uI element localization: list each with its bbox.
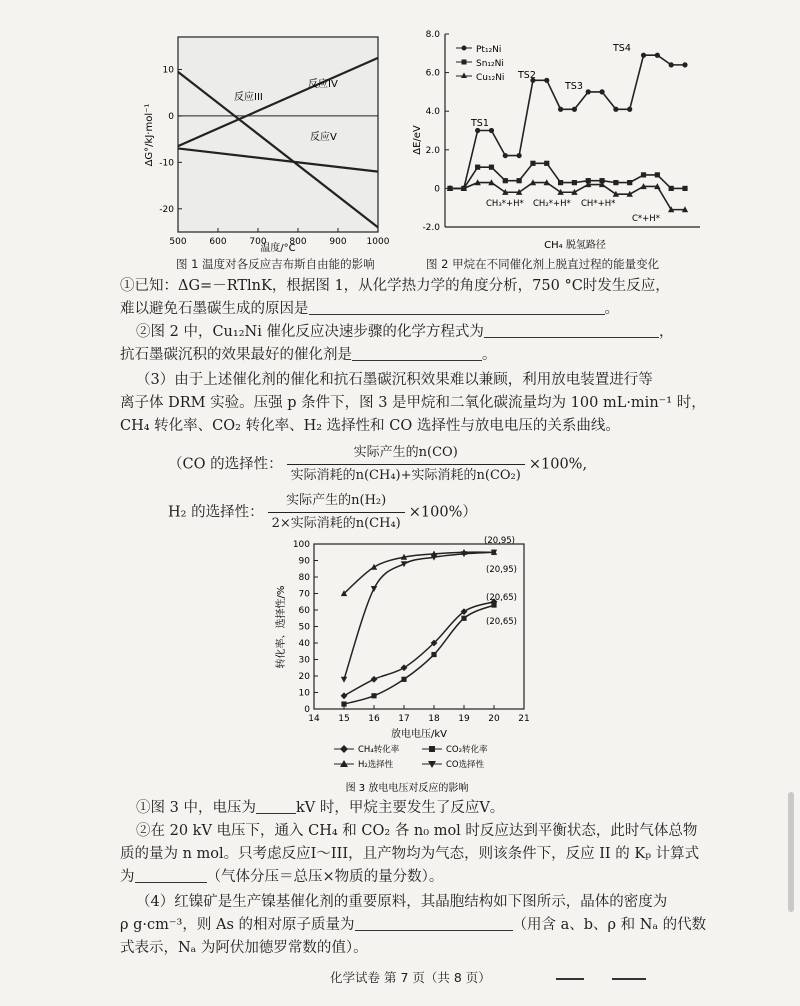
fig2-ytick-label: -2.0 (422, 223, 440, 233)
fig3-point (431, 652, 436, 657)
fig2-point (682, 186, 687, 191)
fig3-point (341, 692, 348, 699)
q3-line-d (120, 868, 443, 886)
fig1-xlabel: 温度/°C (260, 243, 296, 254)
fig3-point (341, 701, 346, 706)
fig1-label-r5: 反应V (310, 132, 337, 143)
vertical-scrollbar[interactable] (788, 792, 794, 912)
fig3-annot-0: (20,95) (484, 536, 515, 546)
q3-line-a-text: ①图 3 中，电压为 (136, 800, 256, 816)
fig3-series-line-3 (344, 552, 494, 679)
fig2-ytick-label: 4.0 (425, 107, 440, 118)
q1-line-b-end: 。 (604, 301, 619, 317)
fig2-species-0: CH₃*+H* (486, 199, 524, 209)
p3-line-a: （3）由于上述催化剂的催化和抗石墨碳沉积效果难以兼顾，利用放电装置进行等 (136, 372, 653, 388)
co-label: （CO 的选择性： (168, 456, 283, 473)
co-denominator: 实际消耗的n(CH₄)+实际消耗的n(CO₂) (290, 468, 521, 483)
fig2-legend (456, 45, 504, 83)
fig3-ytick-label: 20 (298, 672, 310, 682)
fig3-series-line-1 (344, 605, 494, 704)
fig2-point (503, 153, 508, 158)
fig3-point (461, 616, 466, 621)
fig2-point (599, 89, 604, 94)
fig1-label-r4: 反应IV (308, 79, 338, 90)
fig2-point (586, 89, 591, 94)
fig3-ytick-label: 0 (304, 705, 310, 715)
fig1-xtick-label: 500 (169, 237, 187, 247)
q2-equation-blank[interactable] (484, 323, 659, 338)
fig2-series-line-1 (450, 163, 685, 188)
q1-line-b (120, 300, 619, 318)
fig2-point (613, 107, 618, 112)
fig2-point (572, 107, 577, 112)
h2-denominator: 2×实际消耗的n(CH₄) (271, 516, 401, 531)
q2-line-a-text: ②图 2 中，Cu₁₂Ni 催化反应决速步骤的化学方程式为 (136, 324, 484, 340)
q1-answer-blank[interactable] (309, 300, 605, 315)
fig2-point (669, 62, 674, 67)
fig3-xtick-label: 16 (368, 714, 380, 724)
fig3-xtick-label: 15 (338, 714, 350, 724)
fig3-xtick-label: 17 (398, 714, 410, 724)
fig2-point (503, 178, 508, 183)
fig3-ytick-label: 80 (298, 573, 310, 583)
fig3-annot-3: (20,65) (486, 617, 517, 627)
h2-selectivity-formula (168, 492, 477, 533)
q2-catalyst-blank[interactable] (352, 346, 482, 361)
fig3-xtick-label: 19 (458, 714, 470, 724)
fig2-point (669, 186, 674, 191)
fig2-xlabel: CH₄ 脱氢路径 (544, 240, 606, 251)
co-numerator: 实际产生的n(CO) (287, 444, 525, 465)
q2-line-a-end: ， (658, 324, 674, 340)
fig3-ytick-label: 50 (298, 622, 310, 633)
h2-fraction (268, 492, 405, 533)
p4-line-a: （4）红镍矿是生产镍基催化剂的重要原料，其晶胞结构如下图所示，晶体的密度为 (136, 894, 668, 910)
fig2-ytick-label: 0 (434, 184, 440, 195)
q3-kp-blank[interactable] (135, 868, 207, 883)
fig2-point (530, 161, 535, 166)
page-footer: 化学试卷 第 7 页（共 8 页） (330, 970, 491, 985)
fig3-legend-1: CO₂转化率 (446, 745, 488, 755)
fig3-xtick-label: 21 (518, 714, 530, 724)
fig2-species-3: C*+H* (632, 214, 660, 224)
fig3-legend-2: H₂选择性 (358, 760, 394, 770)
fig3-legend-0: CH₄转化率 (358, 745, 400, 755)
fig2-point (558, 107, 563, 112)
fig3-xlabel: 放电电压/kV (390, 729, 448, 740)
fig3-annot-2: (20,65) (486, 593, 517, 603)
footer-mark-2 (612, 978, 646, 980)
fig2-ts4: TS4 (613, 43, 631, 54)
figure-3-chart (272, 534, 542, 799)
q3-line-a (136, 799, 504, 817)
fig1-caption: 图 1 温度对各反应吉布斯自由能的影响 (176, 257, 375, 271)
fig1-ytick-label: -10 (159, 158, 174, 169)
fig3-series-line-0 (344, 602, 494, 696)
fig2-ytick-label: 2.0 (425, 145, 440, 156)
fig2-point (627, 107, 632, 112)
fig2-ytick-label: 6.0 (425, 68, 440, 79)
co-tail: ×100%, (528, 456, 588, 473)
q3-line-c: 质的量为 n mol。只考虑反应I～III，且产物均为气态，则该条件下，反应 II 的 Kₚ 计算式 (120, 846, 700, 862)
co-fraction (287, 444, 525, 485)
fig2-point (641, 53, 646, 58)
h2-numerator: 实际产生的n(H₂) (268, 492, 405, 513)
fig2-point (544, 161, 549, 166)
fig3-point (401, 677, 406, 682)
h2-label: H₂ 的选择性： (168, 504, 264, 521)
h2-tail: ×100%） (408, 504, 477, 521)
fig3-xtick-label: 20 (488, 714, 500, 724)
fig2-point (544, 78, 549, 83)
fig3-legend-3: CO选择性 (446, 760, 485, 770)
fig2-species-2: CH*+H* (581, 199, 616, 209)
fig3-point (371, 693, 376, 698)
p3-line-c: CH₄ 转化率、CO₂ 转化率、H₂ 选择性和 CO 选择性与放电电压的关系曲线。 (120, 418, 620, 434)
q1-line-a: ①已知：ΔG=－RTlnK，根据图 1，从化学热力学的角度分析，750 °C时发生反应， (120, 278, 670, 294)
co-selectivity-formula (168, 444, 587, 485)
p4-line-b-text: ρ g·cm⁻³，则 As 的相对原子质量为 (120, 917, 355, 933)
fig2-point (517, 153, 522, 158)
fig1-ytick-label: 10 (162, 65, 174, 76)
fig3-ytick-label: 100 (292, 540, 310, 550)
fig3-ytick-label: 40 (298, 639, 310, 649)
fig3-point (371, 586, 377, 592)
fig2-point (641, 172, 646, 177)
fig3-series-line-2 (344, 552, 494, 593)
p4-line-b-end: （用含 a、b、ρ 和 Nₐ 的代数 (512, 917, 707, 933)
fig1-ytick-label: 0 (168, 111, 174, 122)
figure-2-chart (400, 22, 710, 254)
fig3-point (341, 677, 347, 683)
fig2-point (655, 53, 660, 58)
fig3-xtick-label: 14 (308, 714, 320, 724)
fig3-ytick-label: 10 (298, 688, 310, 699)
fig3-point (371, 676, 378, 683)
fig1-label-r3: 反应III (234, 92, 263, 103)
fig2-ts3: TS3 (565, 81, 583, 92)
fig2-caption: 图 2 甲烷在不同催化剂上脱直过程的能量变化 (426, 257, 660, 271)
fig3-ylabel: 转化率、选择性/% (276, 585, 287, 669)
fig3-xtick-label: 18 (428, 714, 440, 724)
fig2-point (489, 128, 494, 133)
fig2-legend-0: Pt₁₂Ni (476, 45, 502, 55)
fig2-point (489, 165, 494, 170)
footer-mark-1 (556, 978, 584, 980)
fig1-ylabel: ΔG°/kJ·mol⁻¹ (144, 103, 155, 167)
fig3-ytick-label: 30 (298, 655, 310, 666)
fig3-annot-1: (20,95) (486, 565, 517, 575)
fig1-xtick-label: 800 (289, 237, 307, 247)
fig3-legend (334, 744, 488, 770)
q2-line-b-end: 。 (482, 347, 497, 363)
fig2-point (627, 180, 632, 185)
fig2-point (655, 172, 660, 177)
fig2-point (517, 178, 522, 183)
fig3-ytick-label: 70 (298, 589, 310, 600)
fig2-species-1: CH₂*+H* (533, 199, 571, 209)
p4-mass-blank[interactable] (355, 916, 513, 931)
fig2-legend-2: Cu₁₂Ni (476, 73, 505, 83)
p4-line-c: 式表示，Nₐ 为阿伏加德罗常数的值）。 (120, 940, 368, 956)
fig3-ytick-label: 90 (298, 556, 310, 567)
q2-line-b-text: 抗石墨碳沉积的效果最好的催化剂是 (120, 347, 352, 363)
q3-voltage-blank[interactable] (256, 799, 296, 814)
q3-line-d-end: （气体分压＝总压×物质的量分数）。 (206, 869, 444, 885)
p3-line-b: 离子体 DRM 实验。压强 p 条件下，图 3 是甲烷和二氧化碳流量均为 100 mL·min⁻¹ 时， (120, 395, 706, 411)
fig3-ytick-label: 60 (298, 606, 310, 616)
fig2-point (475, 165, 480, 170)
fig2-ts2: TS2 (518, 70, 536, 81)
fig2-legend-1: Sn₁₂Ni (476, 59, 504, 69)
q3-line-b: ②在 20 kV 电压下，通入 CH₄ 和 CO₂ 各 n₀ mol 时反应达到平衡状态，此时气体总物 (136, 823, 698, 839)
fig2-point (682, 62, 687, 67)
q2-line-a (136, 323, 673, 341)
figure-1-chart (140, 25, 400, 255)
fig3-point (371, 564, 377, 570)
fig3-point (491, 602, 496, 607)
fig2-ytick-label: 8.0 (425, 30, 440, 40)
fig3-caption: 图 3 放电电压对反应的影响 (345, 783, 469, 794)
fig1-xtick-label: 900 (329, 237, 347, 247)
q3-line-d-text: 为 (120, 869, 135, 885)
fig1-xtick-label: 600 (209, 237, 227, 247)
q3-line-a-end: kV 时，甲烷主要发生了反应V。 (295, 800, 505, 816)
fig1-ytick-label: -20 (159, 204, 174, 215)
fig2-point (558, 180, 563, 185)
fig2-ylabel: ΔE/eV (412, 125, 423, 155)
p4-line-b (120, 916, 706, 934)
fig2-ts1: TS1 (471, 118, 489, 129)
fig1-xtick-label: 1000 (366, 237, 390, 247)
fig2-point (613, 180, 618, 185)
q1-line-b-text: 难以避免石墨碳生成的原因是 (120, 301, 309, 317)
q2-line-b (120, 346, 497, 364)
fig2-point (572, 180, 577, 185)
fig1-xtick-label: 700 (249, 237, 267, 247)
